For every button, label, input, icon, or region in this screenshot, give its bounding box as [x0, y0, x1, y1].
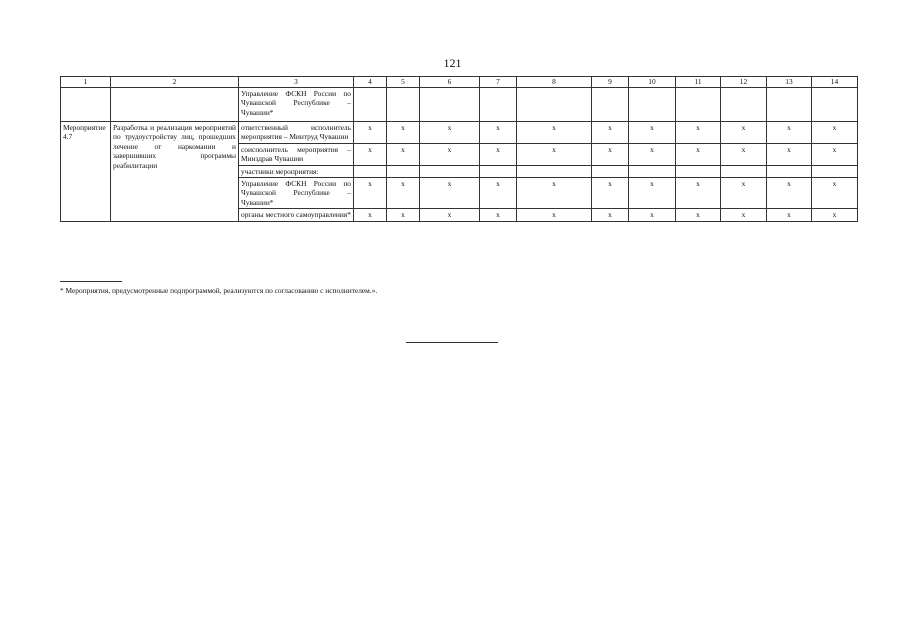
- value-cell: x: [629, 143, 676, 165]
- value-cell: x: [387, 209, 420, 221]
- header-cell: 3: [239, 77, 354, 88]
- table-row: [61, 88, 858, 122]
- value-cell: x: [767, 209, 812, 221]
- value-cell: x: [420, 209, 480, 221]
- empty-cell: [354, 88, 387, 122]
- value-cell: x: [676, 122, 721, 144]
- header-cell: 11: [676, 77, 721, 88]
- value-cell: x: [480, 122, 517, 144]
- value-cell: x: [592, 143, 629, 165]
- value-cell: [629, 165, 676, 177]
- value-cell: x: [592, 122, 629, 144]
- value-cell: x: [354, 178, 387, 209]
- value-cell: [767, 165, 812, 177]
- header-cell: 13: [767, 77, 812, 88]
- header-cell: 7: [480, 77, 517, 88]
- activities-table: [60, 76, 858, 222]
- value-cell: [721, 165, 767, 177]
- header-cell: 5: [387, 77, 420, 88]
- value-cell: x: [767, 178, 812, 209]
- value-cell: x: [420, 143, 480, 165]
- value-cell: x: [812, 209, 858, 221]
- value-cell: x: [767, 143, 812, 165]
- value-cell: x: [721, 143, 767, 165]
- value-cell: x: [480, 143, 517, 165]
- value-cell: x: [812, 122, 858, 144]
- value-cell: x: [517, 122, 592, 144]
- role-label: участники мероприятия:: [239, 165, 354, 177]
- value-cell: x: [354, 209, 387, 221]
- value-cell: x: [354, 122, 387, 144]
- value-cell: x: [676, 209, 721, 221]
- value-cell: x: [517, 178, 592, 209]
- value-cell: x: [721, 122, 767, 144]
- header-cell: 1: [61, 77, 111, 88]
- value-cell: x: [629, 209, 676, 221]
- value-cell: [517, 165, 592, 177]
- value-cell: x: [592, 209, 629, 221]
- empty-cell: [721, 88, 767, 122]
- value-cell: x: [767, 122, 812, 144]
- header-cell: 8: [517, 77, 592, 88]
- value-cell: x: [517, 209, 592, 221]
- value-cell: x: [676, 178, 721, 209]
- value-cell: x: [517, 143, 592, 165]
- value-cell: [592, 165, 629, 177]
- role-label: Управление ФСКН России по Чувашской Республике – Чувашии*: [239, 178, 354, 209]
- value-cell: [354, 165, 387, 177]
- role-label: органы местного самоуправления*: [239, 209, 354, 221]
- value-cell: [420, 165, 480, 177]
- empty-cell: [629, 88, 676, 122]
- empty-cell: [676, 88, 721, 122]
- value-cell: x: [812, 178, 858, 209]
- header-cell: 12: [721, 77, 767, 88]
- value-cell: x: [387, 143, 420, 165]
- value-cell: x: [629, 178, 676, 209]
- value-cell: [387, 165, 420, 177]
- empty-cell: [812, 88, 858, 122]
- role-label: соисполнитель мероприятия – Минздрав Чувашии: [239, 143, 354, 165]
- value-cell: [676, 165, 721, 177]
- header-row: [61, 77, 858, 88]
- value-cell: x: [387, 178, 420, 209]
- value-cell: x: [721, 209, 767, 221]
- activity-code: Мероприятие 4.7: [61, 122, 111, 222]
- footnote-divider: [60, 281, 122, 282]
- value-cell: x: [721, 178, 767, 209]
- empty-cell: [517, 88, 592, 122]
- empty-cell: [387, 88, 420, 122]
- value-cell: x: [812, 143, 858, 165]
- value-cell: x: [354, 143, 387, 165]
- value-cell: x: [420, 122, 480, 144]
- empty-cell: [767, 88, 812, 122]
- participant-label: Управление ФСКН России по Чувашской Республике – Чувашии*: [239, 88, 354, 122]
- header-cell: 2: [111, 77, 239, 88]
- empty-cell: [111, 88, 239, 122]
- empty-cell: [61, 88, 111, 122]
- value-cell: x: [629, 122, 676, 144]
- header-cell: 14: [812, 77, 858, 88]
- header-cell: 4: [354, 77, 387, 88]
- table-row: [61, 122, 858, 144]
- value-cell: x: [480, 178, 517, 209]
- empty-cell: [420, 88, 480, 122]
- page-number: 121: [443, 56, 462, 70]
- empty-cell: [592, 88, 629, 122]
- value-cell: [812, 165, 858, 177]
- value-cell: x: [420, 178, 480, 209]
- value-cell: x: [676, 143, 721, 165]
- header-cell: 6: [420, 77, 480, 88]
- role-label: ответственный исполнитель мероприятия – Минтруд Чувашии: [239, 122, 354, 144]
- header-cell: 9: [592, 77, 629, 88]
- value-cell: x: [592, 178, 629, 209]
- footnote: * Мероприятия, предусмотренные подпрограммой, реализуются по согласованию с исполнителем.».: [60, 286, 378, 295]
- activity-title: Разработка и реализация мероприятий по трудоустройству лиц, прошедших лечение от наркомании и завершивших программы реабилитации: [111, 122, 239, 222]
- value-cell: x: [480, 209, 517, 221]
- value-cell: x: [387, 122, 420, 144]
- header-cell: 10: [629, 77, 676, 88]
- end-divider: [406, 342, 498, 343]
- value-cell: [480, 165, 517, 177]
- empty-cell: [480, 88, 517, 122]
